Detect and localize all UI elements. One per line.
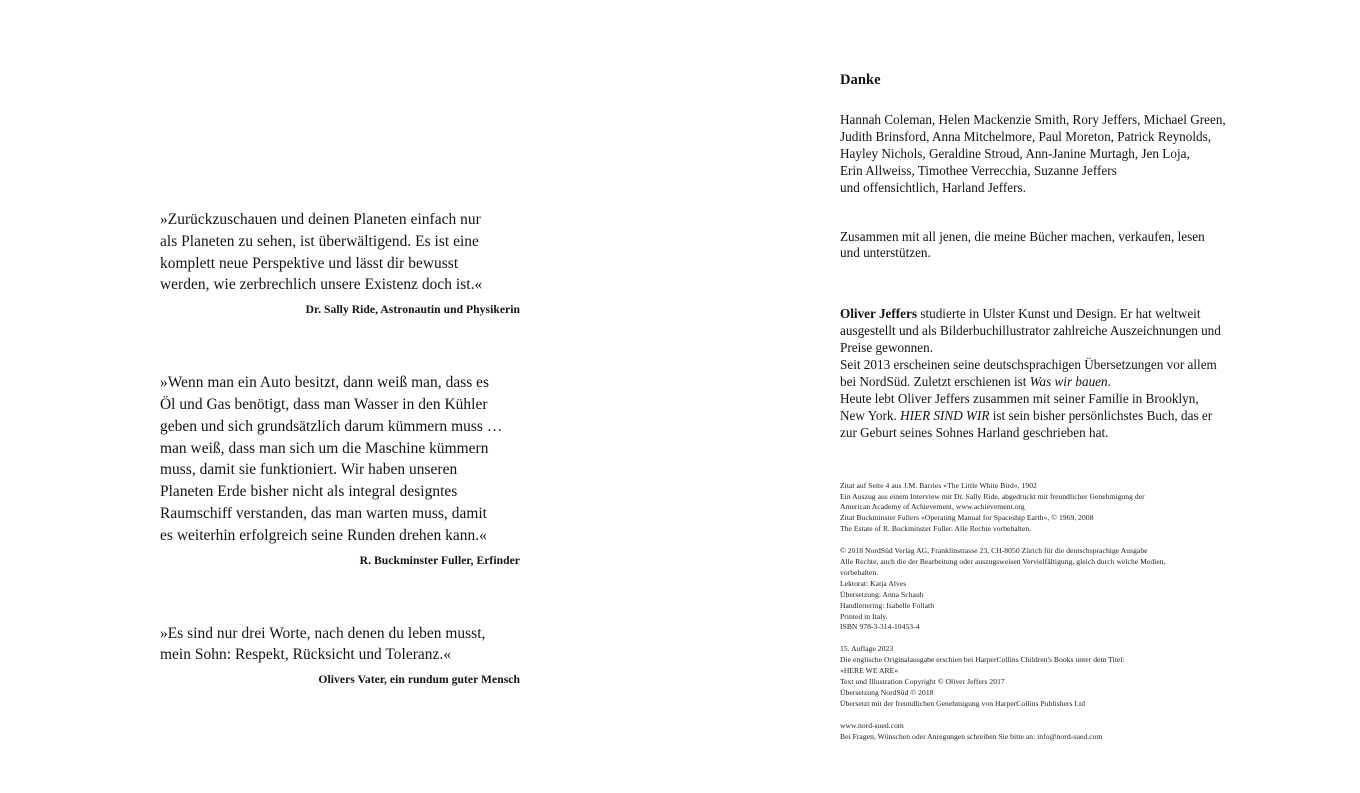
quote-text: [160, 209, 520, 296]
quote-line: mein Sohn: Respekt, Rücksicht und Toleranz.«: [160, 646, 452, 664]
supporters-line: und unterstützen.: [840, 245, 931, 261]
quote-line: man weiß, dass man sich um die Maschine kümmern: [160, 439, 489, 457]
quote-attribution: Dr. Sally Ride, Astronautin und Physikerin: [305, 303, 520, 317]
edition-line: Übersetzung NordSüd © 2018: [840, 688, 934, 697]
supporters-line: Zusammen mit all jenen, die meine Bücher machen, verkaufen, lesen: [840, 228, 1205, 244]
quote-line: Öl und Gas benötigt, dass man Wasser in den Kühler: [160, 395, 488, 413]
imprint-line: Printed in Italy.: [840, 611, 888, 621]
quote-block-olivers-vater: [160, 623, 520, 689]
quote-line: Raumschiff verstanden, das man warten muss, damit: [160, 504, 488, 522]
bio-line: [840, 306, 1252, 323]
bio-line: Heute lebt Oliver Jeffers zusammen mit seiner Familie in Brooklyn,: [840, 390, 1199, 406]
quote-line: muss, damit sie funktioniert. Wir haben unseren: [160, 461, 458, 479]
colophon-fine-print: [840, 481, 1252, 743]
credit-line: Zitat Buckminster Fullers »Operating Manual for Spaceship Earth«, © 1969, 2008: [840, 513, 1094, 523]
bio-line: [840, 408, 1252, 425]
bio-line-text: ist sein bisher persönlichstes Buch, das er: [989, 407, 1213, 423]
bio-line-text: New York.: [840, 407, 901, 423]
danke-heading: Danke: [840, 72, 881, 88]
imprint-line: vorbehalten.: [840, 567, 879, 577]
quote-text: [160, 623, 520, 667]
quote-line: werden, wie zerbrechlich unsere Existenz doch ist.«: [160, 276, 483, 294]
quote-line: als Planeten zu sehen, ist überwältigend. Es ist eine: [160, 232, 479, 250]
book-title-was-wir-bauen: Was wir bauen: [1029, 373, 1108, 389]
credit-line: Ein Auszug aus einem Interview mit Dr. Sally Ride, abgedruckt mit freundlicher Genehmigung der: [840, 491, 1145, 501]
acknowledgement-line: Erin Allweiss, Timothee Verrecchia, Suzanne Jeffers: [840, 162, 1117, 178]
quote-credits-block: [840, 481, 1252, 536]
bio-line: Preise gewonnen.: [840, 340, 934, 356]
bio-line: Seit 2013 erscheinen seine deutschsprachigen Übersetzungen vor allem: [840, 357, 1217, 373]
acknowledgement-line: und offensichtlich, Harland Jeffers.: [840, 179, 1026, 195]
acknowledgements-list: [840, 112, 1252, 197]
publisher-email-line[interactable]: Bei Fragen, Wünschen oder Anregungen schreiben Sie bitte an: info@nord-sued.com: [840, 731, 1103, 741]
publisher-website[interactable]: www.nord-sued.com: [840, 720, 904, 730]
right-page: [680, 0, 1360, 793]
quote-block-sally-ride: [160, 209, 520, 318]
quote-attribution: Olivers Vater, ein rundum guter Mensch: [318, 673, 520, 687]
edition-line: 15. Auflage 2023: [840, 644, 894, 654]
edition-line: Text und Illustration Copyright © Oliver Jeffers 2017: [840, 677, 1005, 687]
credit-line: The Estate of R. Buckminster Fuller. Alle Rechte vorbehalten.: [840, 524, 1032, 534]
contact-block: [840, 721, 1252, 743]
bio-line-text: bei NordSüd. Zuletzt erschienen ist: [840, 373, 1030, 389]
bio-line: ausgestellt und als Bilderbuchillustrator zahlreiche Auszeichnungen und: [840, 323, 1221, 339]
imprint-line: Handlettering: Isabelle Follath: [840, 600, 935, 610]
quote-line: Planeten Erde bisher nicht als integral designtes: [160, 483, 458, 501]
edition-line: Die englische Originalausgabe erschien bei HarperCollins Children's Books unter dem Titel:: [840, 655, 1125, 665]
imprint-line: Alle Rechte, auch die der Bearbeitung oder auszugsweisen Vervielfältigung, gleich durch welche Medien,: [840, 557, 1166, 567]
quote-line: komplett neue Perspektive und lässt dir bewusst: [160, 254, 459, 272]
credit-line: American Academy of Achievement, www.achievement.org: [840, 502, 1025, 512]
credit-line: Zitat auf Seite 4 aus J.M. Barries »The Little White Bird«, 1902: [840, 480, 1037, 490]
bio-line-text: .: [1107, 373, 1111, 389]
quote-attribution: R. Buckminster Fuller, Erfinder: [359, 553, 520, 567]
author-name: Oliver Jeffers: [840, 306, 918, 322]
quote-line: »Wenn man ein Auto besitzt, dann weiß man, dass es: [160, 374, 490, 392]
quote-line: »Es sind nur drei Worte, nach denen du leben musst,: [160, 624, 486, 642]
bio-line: [840, 374, 1252, 391]
quotes-column: [160, 209, 520, 688]
acknowledgement-line: Judith Brinsford, Anna Mitchelmore, Paul Moreton, Patrick Reynolds,: [840, 128, 1212, 144]
quote-line: geben und sich grundsätzlich darum kümmern muss …: [160, 417, 503, 435]
quote-line: es weiterhin erfolgreich seine Runden drehen kann.«: [160, 526, 487, 544]
supporters-note: [840, 229, 1252, 263]
book-title-hier-sind-wir: HIER SIND WIR: [900, 407, 990, 423]
quote-block-buckminster-fuller: [160, 372, 520, 568]
quote-text: [160, 372, 520, 546]
isbn-line: ISBN 978-3-314-10453-4: [840, 622, 920, 632]
imprint-block: [840, 546, 1252, 633]
bio-line-text: studierte in Ulster Kunst und Design. Er hat weltweit: [917, 306, 1201, 322]
imprint-line: © 2018 NordSüd Verlag AG, Franklinstrasse 23, CH-8050 Zürich für die deutschsprachige Ausgabe: [840, 546, 1148, 556]
acknowledgement-line: Hayley Nichols, Geraldine Stroud, Ann-Janine Murtagh, Jen Loja,: [840, 145, 1190, 161]
edition-block: [840, 644, 1252, 709]
author-biography: [840, 306, 1252, 441]
bio-line: zur Geburt seines Sohnes Harland geschrieben hat.: [840, 424, 1109, 440]
colophon-column: [840, 70, 1252, 743]
acknowledgement-line: Hannah Coleman, Helen Mackenzie Smith, Rory Jeffers, Michael Green,: [840, 112, 1226, 127]
original-title-line: »HERE WE ARE«: [840, 666, 899, 676]
quote-line: »Zurückzuschauen und deinen Planeten einfach nur: [160, 211, 481, 228]
imprint-line: Lektorat: Katja Alves: [840, 578, 907, 588]
edition-line: Übersetzt mit der freundlichen Genehmigung von HarperCollins Publishers Ltd: [840, 698, 1086, 708]
imprint-line: Übersetzung: Anna Schaub: [840, 589, 924, 599]
